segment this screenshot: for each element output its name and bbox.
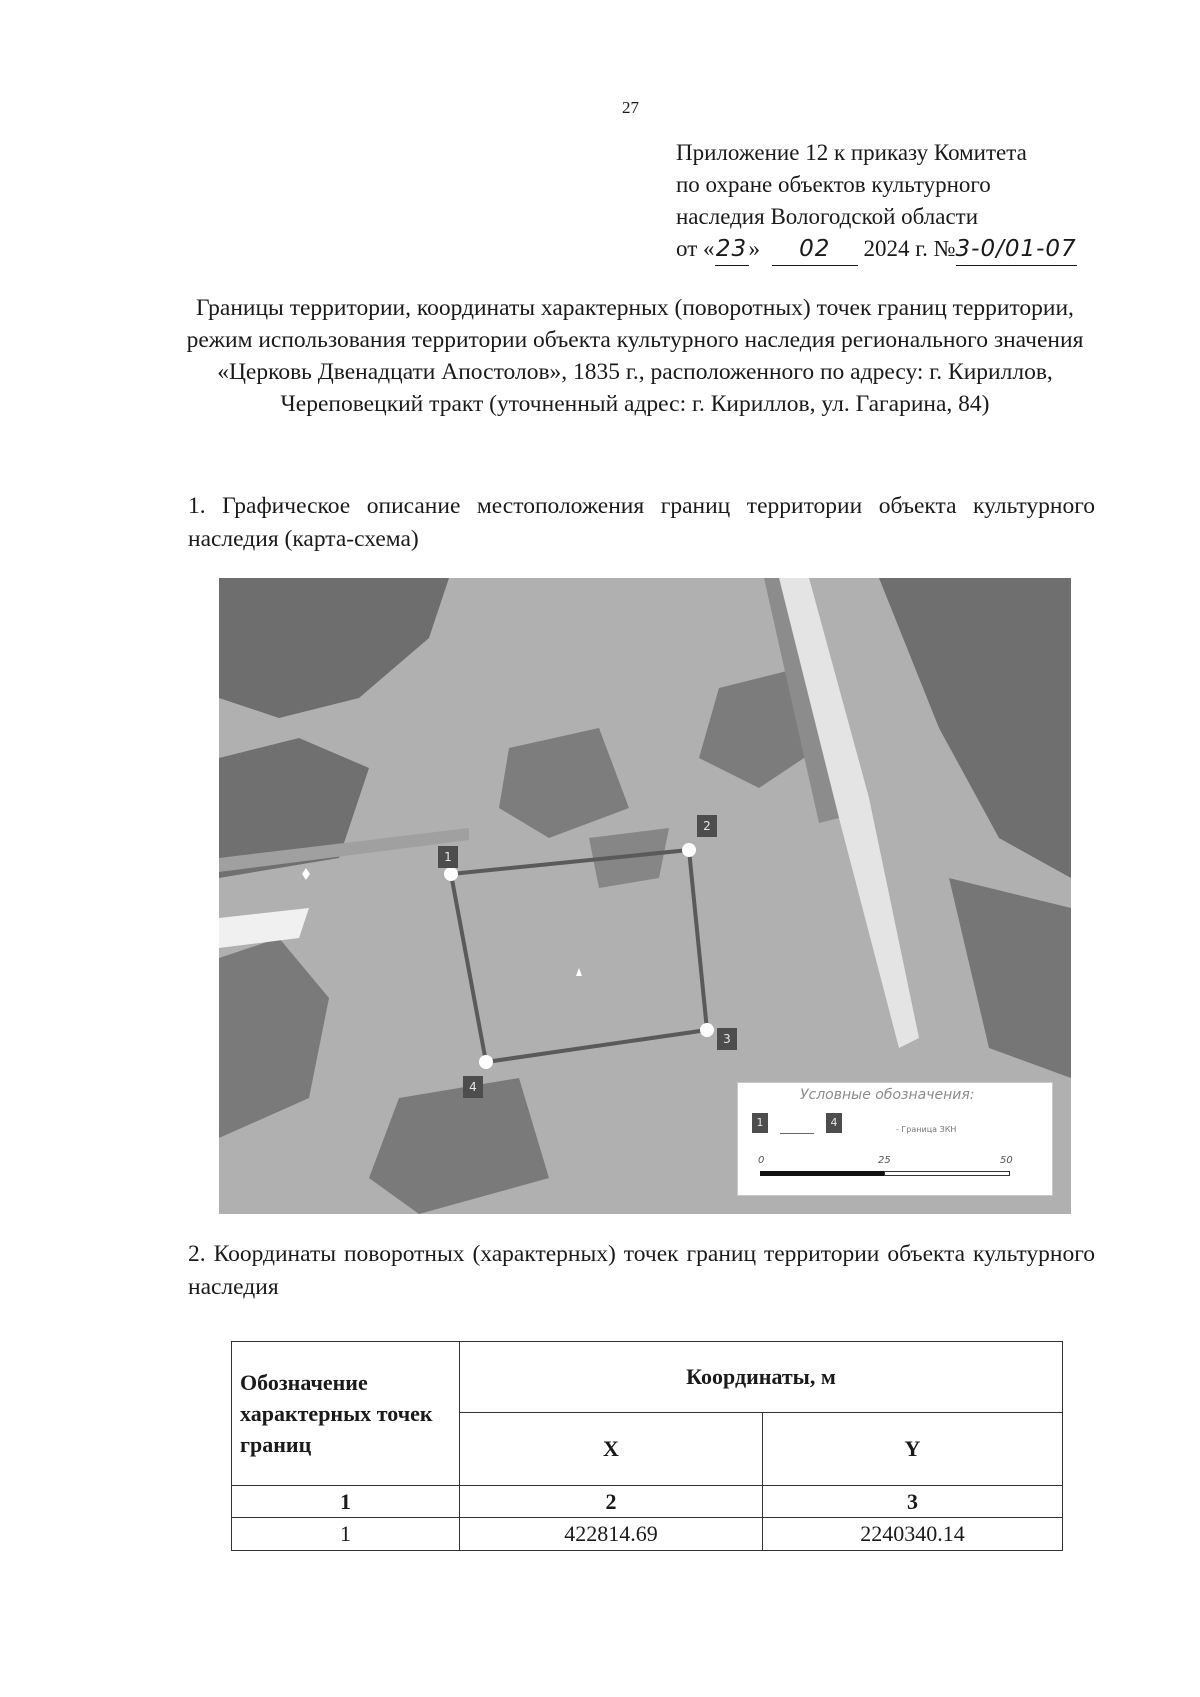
column-number-1: 1 bbox=[232, 1486, 460, 1518]
map-point-label-4: 4 bbox=[463, 1076, 483, 1098]
order-number: 3-0/01-07 bbox=[956, 233, 1077, 266]
map-scheme bbox=[219, 578, 1071, 1214]
section-2-heading: 2. Координаты поворотных (характерных) точек границ территории объекта культурного наследия bbox=[188, 1241, 1095, 1300]
appendix-header bbox=[676, 137, 1077, 266]
date-day: 23 bbox=[715, 233, 749, 266]
scale-label-25: 25 bbox=[878, 1155, 891, 1166]
column-number-2: 2 bbox=[460, 1486, 763, 1518]
header-point-designation: Обозначение характерных точек границ bbox=[232, 1342, 460, 1486]
legend-boundary-label: - Граница ЗКН bbox=[896, 1125, 957, 1134]
date-prefix: от « bbox=[676, 236, 715, 261]
appendix-line-1: Приложение 12 к приказу Комитета bbox=[676, 140, 1027, 165]
section-1-heading: 1. Графическое описание местоположения границ территории объекта культурного наследия (карта-схема) bbox=[188, 493, 1095, 552]
coordinates-table bbox=[231, 1341, 1063, 1551]
table-row bbox=[232, 1518, 1063, 1551]
row-y: 2240340.14 bbox=[763, 1518, 1063, 1551]
map-point-label-2: 2 bbox=[697, 815, 717, 837]
legend-boundary-line bbox=[780, 1133, 814, 1134]
legend-point-box-4: 4 bbox=[826, 1113, 842, 1133]
map-legend bbox=[737, 1082, 1053, 1196]
legend-title: Условные обозначения: bbox=[800, 1087, 975, 1103]
date-quote-close: » bbox=[748, 236, 760, 261]
scale-bar-light bbox=[884, 1171, 1010, 1176]
appendix-date-line bbox=[676, 233, 1077, 266]
date-year: 2024 г. № bbox=[863, 236, 956, 261]
appendix-line-2: по охране объектов культурного bbox=[676, 172, 991, 197]
scale-label-0: 0 bbox=[758, 1155, 765, 1166]
column-number-3: 3 bbox=[763, 1486, 1063, 1518]
header-coordinates: Координаты, м bbox=[460, 1342, 1063, 1413]
map-point-label-3: 3 bbox=[717, 1028, 737, 1050]
legend-point-box-1: 1 bbox=[752, 1113, 768, 1133]
row-point: 1 bbox=[232, 1518, 460, 1551]
scale-bar-dark bbox=[760, 1171, 884, 1176]
map-point-label-1: 1 bbox=[438, 846, 458, 868]
header-x: X bbox=[460, 1413, 763, 1486]
row-x: 422814.69 bbox=[460, 1518, 763, 1551]
date-month: 02 bbox=[772, 233, 858, 266]
header-y: Y bbox=[763, 1413, 1063, 1486]
scale-label-50: 50 bbox=[1000, 1155, 1013, 1166]
document-title: Границы территории, координаты характерных (поворотных) точек границ территории, режим использования территории объекта культурного наследия регионального значения «Церковь Двенадцати Апостолов», 1835 г., расположенного по адресу: г. Кириллов, Череповецкий тракт (уточненный адрес: г. Кириллов, ул. Гагарина, 84) bbox=[186, 295, 1084, 417]
appendix-line-3: наследия Вологодской области bbox=[676, 204, 979, 229]
page-number: 27 bbox=[622, 98, 639, 117]
